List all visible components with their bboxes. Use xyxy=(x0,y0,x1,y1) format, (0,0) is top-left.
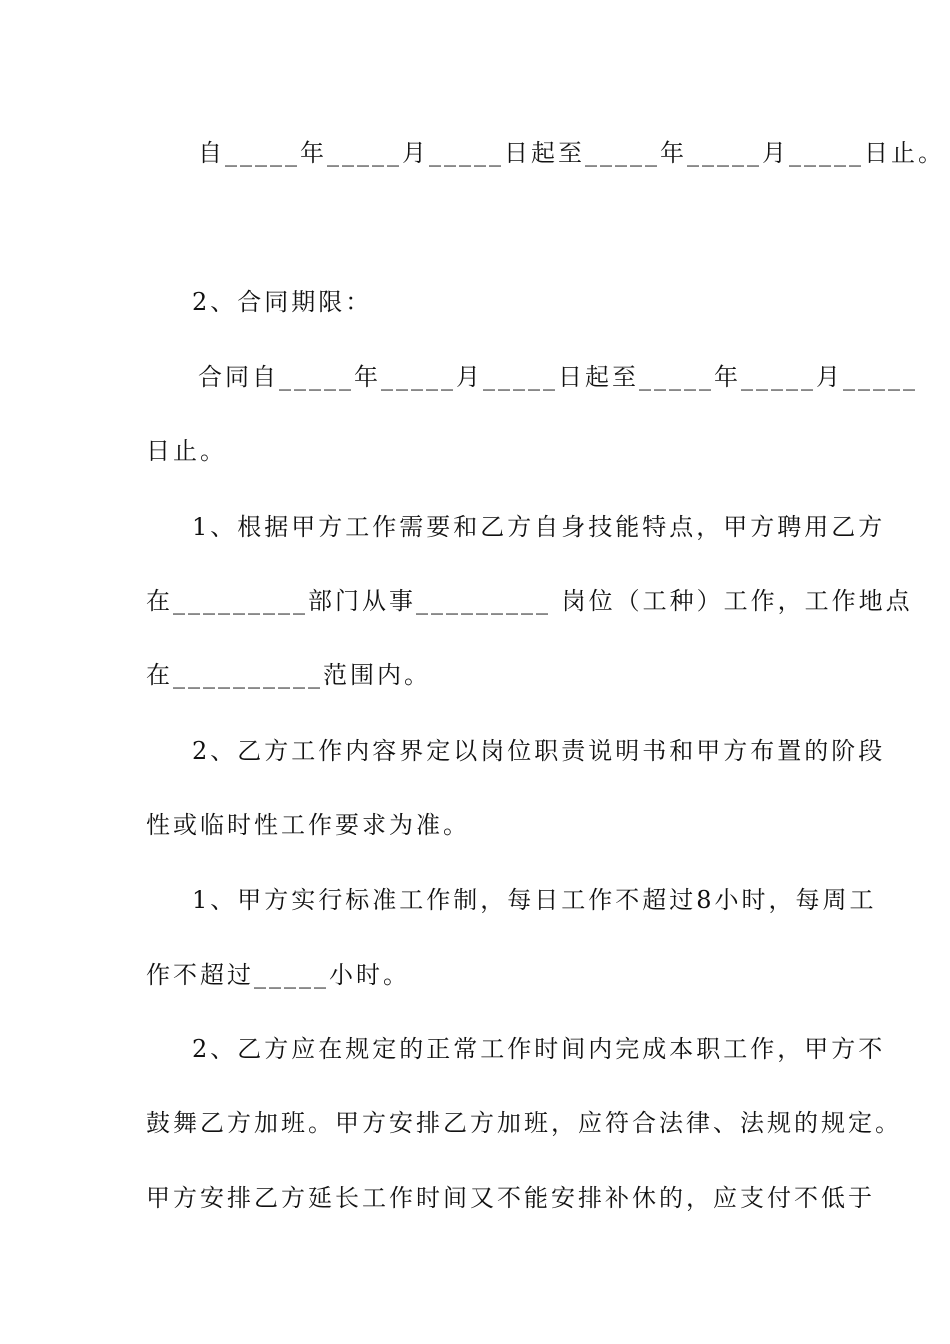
text-line-work-hours-2-end: 甲方安排乙方延长工作时间又不能安排补休的，应支付不低于 xyxy=(146,1184,875,1212)
text-line-contract-date: 合同自_____年_____月_____日起至_____年_____月_____ xyxy=(198,363,918,391)
text-line-work-hours-2-cont: 鼓舞乙方加班。甲方安排乙方加班，应符合法律、法规的规定。 xyxy=(146,1109,902,1137)
text-line-clause-1-cont: 在_________部门从事_________ 岗位（工种）工作，工作地点 xyxy=(146,587,913,615)
text-line-work-hours-1-end: 作不超过_____小时。 xyxy=(146,961,410,989)
text-line-clause-2: 2、乙方工作内容界定以岗位职责说明书和甲方布置的阶段 xyxy=(192,737,886,765)
text-line-work-hours-2: 2、乙方应在规定的正常工作时间内完成本职工作，甲方不 xyxy=(192,1035,886,1063)
text-line-work-hours-1: 1、甲方实行标准工作制，每日工作不超过8小时，每周工 xyxy=(192,886,877,914)
text-line-clause-2-end: 性或临时性工作要求为准。 xyxy=(146,811,470,839)
text-line-clause-1-end: 在__________范围内。 xyxy=(146,661,431,689)
text-line-clause-1: 1、根据甲方工作需要和乙方自身技能特点，甲方聘用乙方 xyxy=(192,513,886,541)
text-line-contract-term-heading: 2、合同期限： xyxy=(192,288,373,316)
text-line-date-range: 自_____年_____月_____日起至_____年_____月_____日止。 xyxy=(198,139,945,167)
text-line-contract-date-end: 日止。 xyxy=(146,437,227,465)
